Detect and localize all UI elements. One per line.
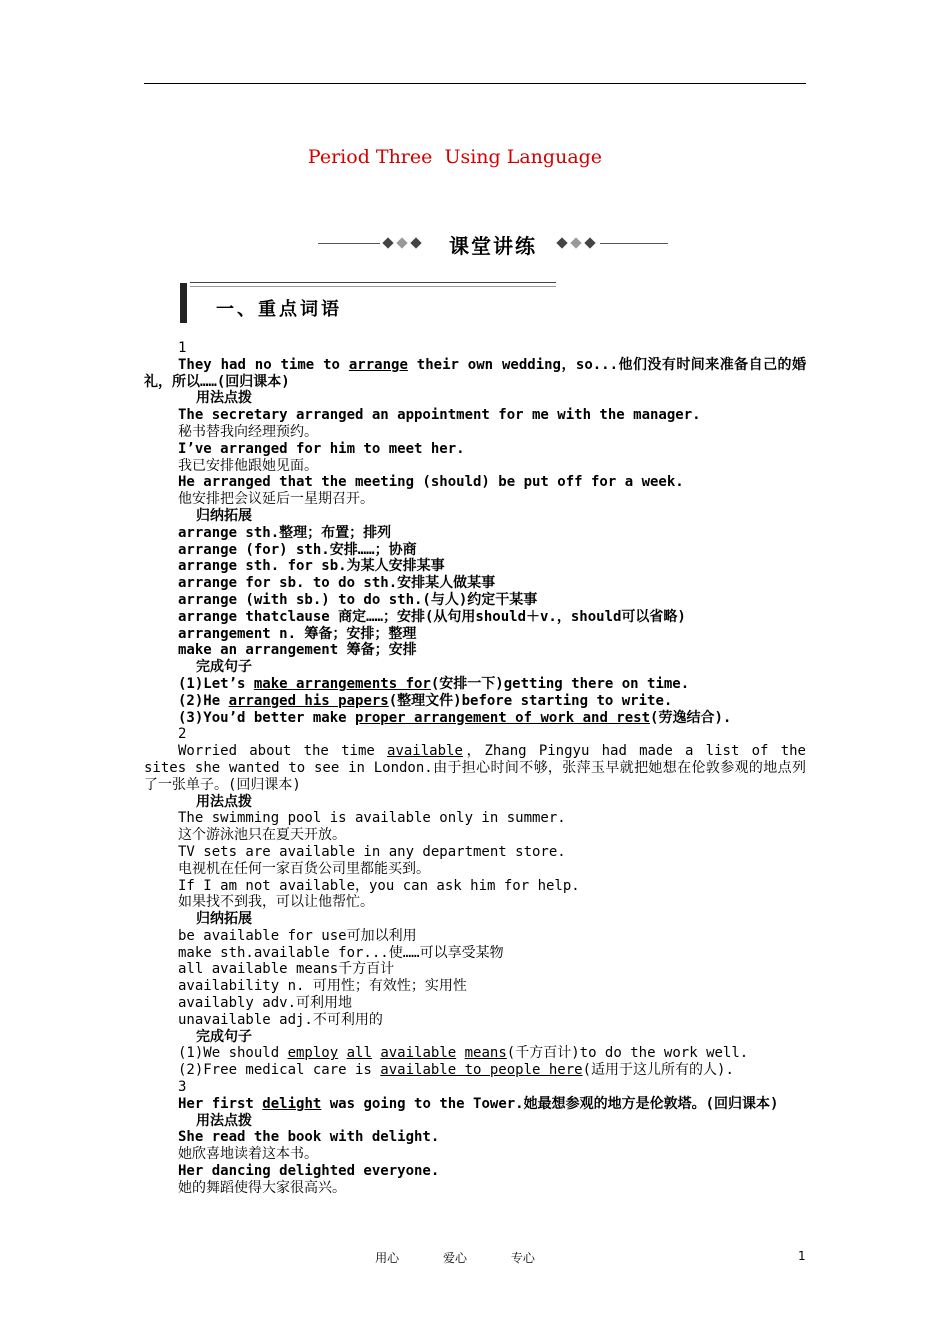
exercise-text (456, 1045, 464, 1061)
exercise-text: (2)Free medical care is (178, 1062, 381, 1079)
summary-line: availability n. 可用性；有效性；实用性 (178, 978, 467, 995)
usage-line: 她的舞蹈使得大家很高兴。 (178, 1179, 346, 1196)
usage-line: 我已安排他跟她见面。 (178, 457, 318, 474)
section-banner-title: 课堂讲练 (449, 234, 537, 258)
exercise-answer: all (346, 1045, 372, 1062)
sub-heading-rule (190, 286, 556, 287)
sentence-text: ，Zhang Pingyu had made a list of the sites she wanted to see in London.由于担心时间不够，张萍玉早就把她想在伦敦参观的地点列了一张单子。(回归课本) (144, 743, 806, 793)
usage-line: She read the book with delight. (178, 1129, 440, 1146)
exercise-line (144, 693, 806, 710)
summary-label: 归纳拓展 (196, 507, 252, 524)
sub-heading-rule (190, 282, 556, 283)
exercise-answer: means (464, 1045, 507, 1062)
complete-label: 完成句子 (196, 659, 252, 676)
summary-line: arrange sth.整理；布置；排列 (178, 524, 392, 541)
sub-heading-text: 一、重点词语 (216, 299, 342, 320)
usage-line: I’ve arranged for him to meet her. (178, 440, 465, 457)
summary-line: arrange (for) sth.安排……；协商 (178, 541, 417, 558)
summary-line: unavailable adj.不可利用的 (178, 1011, 383, 1028)
sub-heading-bar (180, 283, 187, 323)
sub-heading (180, 281, 556, 323)
exercise-text: (劳逸结合). (650, 709, 732, 726)
usage-label: 用法点拨 (196, 390, 252, 407)
header-rule (144, 83, 806, 84)
exercise-answer: available to people here (380, 1062, 583, 1079)
exercise-text: (安排一下)getting there on time. (430, 675, 690, 692)
exercise-text: (1)Let’s (178, 675, 254, 692)
usage-line: 她欣喜地读着这本书。 (178, 1146, 318, 1163)
exercise-answer: proper arrangement of work and rest (355, 709, 651, 726)
usage-line: Her dancing delighted everyone. (178, 1163, 440, 1180)
summary-line: make sth.available for...使……可以享受某物 (178, 944, 504, 961)
sentence-text: Her first (178, 1095, 263, 1112)
item-number: 2 (178, 726, 187, 743)
item-number: 1 (178, 340, 187, 356)
exercise-answer: make arrangements for (253, 675, 431, 692)
usage-line: The swimming pool is available only in summer. (178, 810, 566, 827)
footer-text: 爱心 (442, 1251, 467, 1265)
section-banner (318, 230, 668, 256)
exercise-line (144, 710, 806, 727)
page-title: Period Three Using Language (307, 146, 603, 168)
usage-label: 用法点拨 (196, 793, 252, 810)
key-word: arrange (348, 356, 408, 373)
sentence-text: Worried about the time (178, 743, 388, 760)
complete-label: 完成句子 (196, 1028, 252, 1045)
example-sentence (144, 1096, 806, 1113)
exercise-line (144, 1045, 806, 1062)
summary-line: be available for use可加以利用 (178, 927, 417, 944)
usage-line: 这个游泳池只在夏天开放。 (178, 827, 346, 844)
exercise-text: (2)He (178, 692, 229, 709)
diamond-icon (410, 237, 421, 248)
usage-line: 秘书替我向经理预约。 (178, 423, 318, 440)
footer-text: 专心 (510, 1251, 535, 1265)
summary-line: all available means千方百计 (178, 961, 395, 978)
diamond-icon (556, 237, 567, 248)
sentence-text: They had no time to (178, 356, 349, 373)
sentence-text: was going to the Tower.她最想参观的地方是伦敦塔。(回归课本) (321, 1095, 779, 1112)
banner-line-right (600, 243, 668, 244)
diamond-icon (584, 237, 595, 248)
diamond-icon (382, 237, 393, 248)
page-footer (0, 1249, 910, 1266)
summary-line: make an arrangement 筹备；安排 (178, 642, 417, 659)
summary-line: availably adv.可利用地 (178, 995, 353, 1012)
usage-line: If I am not available，you can ask him for help. (178, 877, 580, 894)
key-word: delight (262, 1095, 322, 1112)
summary-line: arrange for sb. to do sth.安排某人做某事 (178, 575, 496, 592)
exercise-text (338, 1045, 346, 1061)
exercise-text: (1)We should (178, 1045, 288, 1062)
item-number: 3 (178, 1079, 187, 1096)
exercise-text: (千方百计)to do the work well. (506, 1045, 749, 1062)
usage-line: 如果找不到我，可以让他帮忙。 (178, 894, 374, 911)
banner-line-left (318, 243, 380, 244)
summary-line: arrange sth. for sb.为某人安排某事 (178, 558, 445, 575)
key-word: available (387, 743, 463, 760)
example-sentence (144, 357, 806, 391)
exercise-line (144, 676, 806, 693)
exercise-text: (适用于这儿所有的人). (582, 1062, 734, 1079)
usage-line: TV sets are available in any department store. (178, 843, 566, 860)
usage-line: 他安排把会议延后一星期召开。 (178, 491, 374, 508)
sentence-text: their own wedding，so...他们没有时间来准备自己的婚礼，所以……(回归课本) (144, 356, 806, 390)
lesson-content (144, 340, 806, 1197)
exercise-answer: employ (287, 1045, 339, 1062)
exercise-line (144, 1062, 806, 1079)
summary-line: arrange thatclause 商定……；安排(从句用should＋v.，should可以省略) (178, 608, 686, 625)
summary-label: 归纳拓展 (196, 911, 252, 928)
usage-label: 用法点拨 (196, 1112, 252, 1129)
example-sentence (144, 743, 806, 793)
exercise-answer: available (380, 1045, 457, 1062)
exercise-answer: arranged his papers (228, 692, 389, 709)
usage-line: 电视机在任何一家百货公司里都能买到。 (178, 860, 430, 877)
diamond-icon (570, 237, 581, 248)
exercise-text: (3)You’d better make (178, 709, 356, 726)
footer-text: 用心 (375, 1251, 400, 1265)
page-number: 1 (798, 1249, 806, 1263)
summary-line: arrange (with sb.) to do sth.(与人)约定干某事 (178, 591, 538, 608)
usage-line: He arranged that the meeting (should) be put off for a week. (178, 474, 684, 491)
diamond-icon (396, 237, 407, 248)
exercise-text: (整理文件)before starting to write. (388, 692, 673, 709)
summary-line: arrangement n. 筹备；安排；整理 (178, 625, 417, 642)
usage-line: The secretary arranged an appointment for me with the manager. (178, 407, 701, 424)
